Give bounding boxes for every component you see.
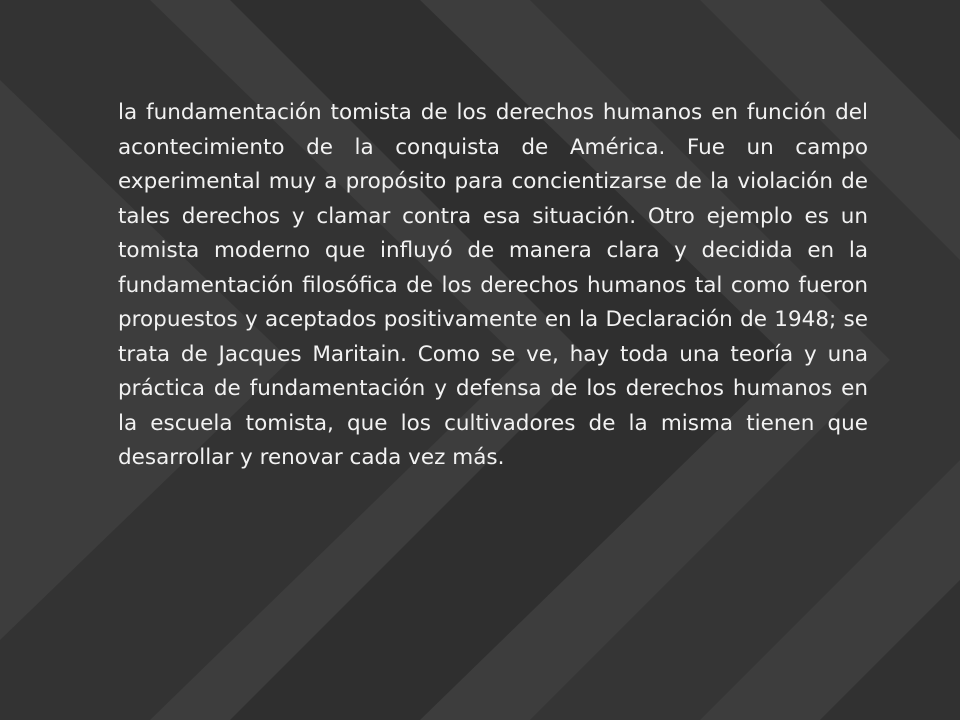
slide-body-text: la fundamentación tomista de los derechos humanos en función del acontecimiento de la conquista de América. Fue un campo experimental muy a propósito para concientizarse de la violación de tales derechos y clamar contra esa situación. Otro ejemplo es un tomista moderno que influyó de manera clara y decidida en la fundamentación filosófica de los derechos humanos tal como fueron propuestos y aceptados positivamente en la Declaración de 1948; se trata de Jacques Maritain. Como se ve, hay toda una teoría y una práctica de fundamentación y defensa de los derechos humanos en la escuela tomista, que los cultivadores de la misma tienen que desarrollar y renovar cada vez más. (118, 100, 868, 470)
chevron-shape-corner-bottom (820, 580, 960, 720)
